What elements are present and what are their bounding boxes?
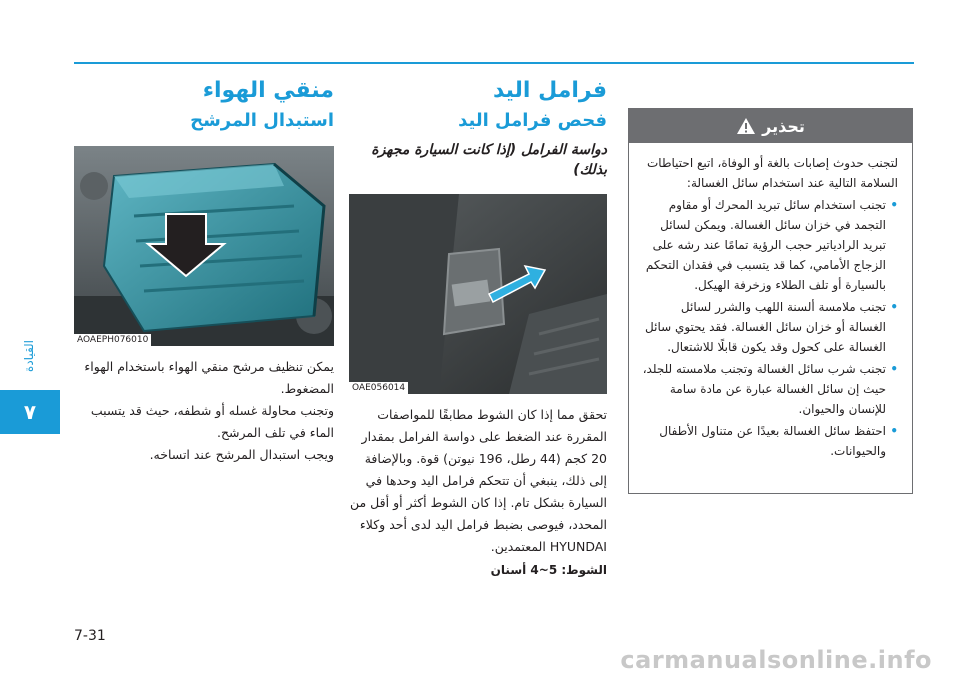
warning-list: [641, 195, 898, 461]
check-parking-brake-subheading: فحص فرامل اليد: [458, 110, 607, 131]
air-cleaner-photo: [74, 146, 334, 346]
engine-bay-illustration: [74, 146, 334, 346]
warning-box: [628, 108, 913, 494]
warning-body: [629, 143, 912, 461]
watermark-text: carmanualsonline.info: [620, 646, 932, 674]
brake-pedal-section-title: دواسة الفرامل (إذا كانت السيارة مجهزة بذلك): [371, 142, 607, 178]
brake-pedal-photo: [349, 194, 607, 394]
warning-title: تحذير: [762, 116, 805, 136]
warning-triangle-icon: [736, 117, 756, 135]
chapter-number-tab[interactable]: ٧: [0, 390, 60, 434]
footwell-illustration: [349, 194, 607, 394]
photo-code-label: AOAEPH076010: [74, 334, 151, 346]
paragraph: وتجنب محاولة غسله أو شطفه، حيث قد يتسبب الماء في تلف المرشح.: [90, 403, 334, 440]
top-divider: [74, 62, 914, 64]
parking-brake-section: [349, 76, 607, 580]
parking-brake-text: [349, 404, 607, 558]
sidebar-section-label: القيادة: [22, 340, 36, 372]
paragraph: يمكن تنظيف مرشح منقي الهواء باستخدام الهواء المضغوط.: [84, 359, 334, 396]
list-item: • احتفظ سائل الغسالة بعيدًا عن متناول الأطفال والحيوانات.: [641, 421, 898, 461]
stroke-spec-note: الشوط: 5~4 أسنان: [490, 563, 607, 577]
air-cleaner-text: [74, 356, 334, 466]
photo-code-label: OAE056014: [349, 382, 408, 394]
chapter-sidebar: [0, 0, 60, 685]
warning-header: [629, 109, 912, 143]
warning-intro: لتجنب حدوث إصابات بالغة أو الوفاة، اتبع احتياطات السلامة التالية عند استخدام سائل الغسالة:: [647, 156, 898, 190]
page-number: 7-31: [74, 628, 106, 644]
air-cleaner-section: [74, 76, 334, 466]
filter-replacement-subheading: استبدال المرشح: [190, 110, 334, 131]
paragraph: ويجب استبدال المرشح عند اتساخه.: [149, 447, 334, 462]
parking-brake-heading: فرامل اليد: [492, 78, 607, 103]
paragraph: تحقق مما إذا كان الشوط مطابقًا للمواصفات المقررة عند الضغط على دواسة الفرامل بمقدار 20 كجم (44 رطل، 196 نيوتن) قوة. وبالإضافة إلى ذلك، ينبغي أن تتحكم فرامل اليد وحدها في السيارة بشكل تام. إذا كان الشوط أكثر أو أقل من المحدد، فيوصى بضبط فرامل اليد لدى أحد وكلاء HYUNDAI المعتمدين.: [350, 407, 607, 554]
list-item: • تجنب استخدام سائل تبريد المحرك أو مقاوم التجمد في خزان سائل الغسالة. ويمكن لسائل تبريد الرادياتير حجب الرؤية تمامًا عند رشه على الزجاج الأمامي، كما قد يتسبب في فقدان التحكم بالسيارة أو تلف الطلاء وزخرفة الهيكل.: [641, 195, 898, 295]
list-item: • تجنب شرب سائل الغسالة وتجنب ملامسته للجلد، حيث إن سائل الغسالة عبارة عن مادة سامة للإنسان والحيوان.: [641, 359, 898, 419]
air-cleaner-heading: منقي الهواء: [202, 78, 334, 103]
list-item: • تجنب ملامسة ألسنة اللهب والشرر لسائل الغسالة أو خزان سائل الغسالة. فقد يحتوي سائل الغسالة على كحول وقد يكون قابلًا للاشتعال.: [641, 297, 898, 357]
